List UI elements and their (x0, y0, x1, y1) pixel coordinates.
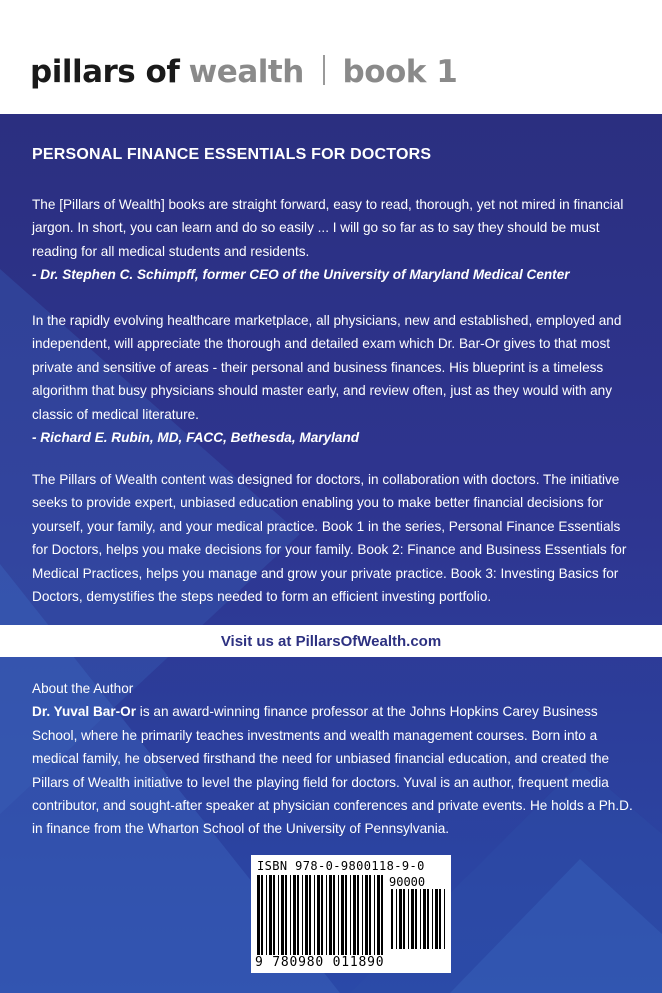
barcode-stripe (353, 875, 356, 959)
website-banner (0, 625, 662, 657)
barcode-stripe (317, 875, 320, 959)
barcode-stripe (278, 875, 279, 959)
barcode-stripe (381, 875, 383, 959)
isbn-barcode (251, 855, 451, 973)
about-heading: About the Author (32, 681, 134, 696)
header (0, 0, 662, 114)
barcode-stripe (439, 889, 441, 949)
barcode-bars (257, 875, 385, 959)
barcode-stripe (257, 875, 260, 959)
price-barcode-bars (391, 889, 447, 949)
barcode-stripe (427, 889, 429, 949)
barcode-stripe (350, 875, 351, 959)
barcode-stripe (302, 875, 303, 959)
quote-attribution: - Dr. Stephen C. Schimpff, former CEO of the University of Maryland Medical Center (32, 267, 570, 283)
barcode-stripe (369, 875, 371, 959)
barcode-stripe (290, 875, 291, 959)
brand-divider (323, 55, 325, 85)
barcode-stripe (408, 889, 409, 949)
barcode-stripe (326, 875, 327, 959)
barcode-stripe (391, 889, 393, 949)
barcode-stripe (273, 875, 275, 959)
barcode-stripe (345, 875, 347, 959)
barcode-stripe (403, 889, 405, 949)
barcode-stripe (297, 875, 299, 959)
page-title: PERSONAL FINANCE ESSENTIALS FOR DOCTORS (32, 146, 432, 163)
barcode-stripe (338, 875, 339, 959)
barcode-stripe (285, 875, 287, 959)
barcode-stripe (415, 889, 417, 949)
quote-schimpff (32, 193, 637, 287)
series-description: The Pillars of Wealth content was designed for doctors, in collaboration with doctors. The initiative seeks to provide expert, unbiased education enabling you to make better financial decisions for yourself, your family, and your medical practice. Book 1 in the series, Personal Finance Essentials for Doctors, helps you make decisions for your family. Book 2: Finance and Business Essentials for Medical Practices, helps you manage and grow your private practice. Book 3: Investing Basics for Doctors, demystifies the steps needed to form an efficient investing portfolio. (32, 472, 627, 605)
barcode-stripe (444, 889, 445, 949)
about-author (32, 677, 637, 841)
price-code: 90000 (389, 875, 426, 889)
author-name: Dr. Yuval Bar-Or (32, 704, 137, 720)
barcode-stripe (396, 889, 397, 949)
quote-attribution: - Richard E. Rubin, MD, FACC, Bethesda, Maryland (32, 430, 360, 446)
barcode-stripe (266, 875, 267, 959)
barcode-stripe (365, 875, 368, 959)
barcode-stripe (314, 875, 315, 959)
author-bio-text: is an award-winning finance professor at the Johns Hopkins Carey Business School, where he primarily teaches investments and wealth management courses. Born into a medical family, he observed firsthand the need for unbiased financial education, and created the Pillars of Wealth initiative to level the playing field for doctors. Yuval is an author, frequent media contributor, and sought-after speaker at physician conferences and private events. He holds a Ph.D. in finance from the Wharton School of the University of Pennsylvania. (32, 704, 633, 837)
barcode-stripe (321, 875, 323, 959)
barcode-stripe (293, 875, 296, 959)
barcode-stripe (399, 889, 402, 949)
quote-rubin (32, 309, 637, 449)
brand-primary: pillars of (30, 54, 180, 90)
barcode-stripe (305, 875, 308, 959)
barcode-stripe (329, 875, 332, 959)
barcode-stripe (281, 875, 284, 959)
brand-secondary: wealth (188, 54, 304, 90)
series-logo (30, 52, 457, 92)
quote-text: The [Pillars of Wealth] books are straight forward, easy to read, thorough, yet not mired in financial jargon. In short, you can learn and do so easily ... I will go so far as to say they should be must reading for all medical students and residents. (32, 197, 624, 259)
barcode-stripe (261, 875, 263, 959)
barcode-stripe (269, 875, 272, 959)
barcode-stripe (357, 875, 359, 959)
barcode-stripe (374, 875, 375, 959)
barcode-stripe (309, 875, 311, 959)
barcode-stripe (333, 875, 335, 959)
barcode-stripe (362, 875, 363, 959)
barcode-digits: 9 780980 011890 (255, 955, 385, 970)
website-link[interactable]: Visit us at PillarsOfWealth.com (220, 632, 442, 650)
about-bio (32, 700, 637, 840)
barcode-stripe (432, 889, 433, 949)
brand-book: book 1 (342, 54, 458, 90)
barcode-stripe (377, 875, 380, 959)
barcode-stripe (435, 889, 438, 949)
barcode-stripe (423, 889, 426, 949)
barcode-stripe (411, 889, 414, 949)
isbn-label: ISBN 978-0-9800118-9-0 (257, 859, 425, 873)
barcode-stripe (420, 889, 421, 949)
quote-text: In the rapidly evolving healthcare marketplace, all physicians, new and established, employed and independent, will appreciate the thorough and detailed exam which Dr. Bar-Or gives to that most private and sensitive of areas - their personal and business finances. His blueprint is a timeless algorithm that busy physicians should master early, and review often, just as they would with any classic of medical literature. (32, 313, 622, 422)
barcode-stripe (341, 875, 344, 959)
